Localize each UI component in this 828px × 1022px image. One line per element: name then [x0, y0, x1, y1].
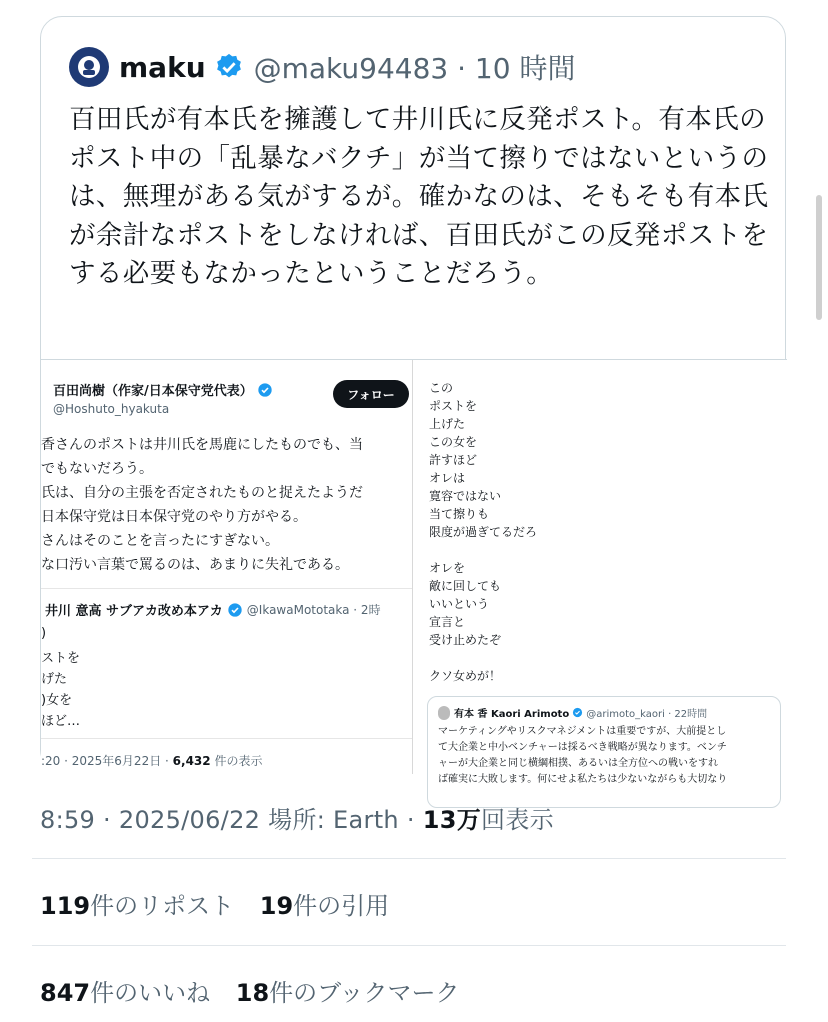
embedded-verse-line: ポストを [429, 399, 478, 413]
embedded-verse-line: 宣言と [429, 615, 466, 629]
embedded-footer [41, 752, 262, 769]
likes-link[interactable] [40, 979, 210, 1007]
embedded-reply-header [45, 600, 381, 619]
media-image-left[interactable] [41, 360, 413, 774]
embedded-reply-line: げた [41, 672, 68, 687]
views-label: 回表示 [481, 806, 554, 834]
embedded-verse-line: 上げた [429, 417, 466, 431]
reposts-count: 119 [40, 892, 91, 920]
bookmarks-count: 18 [235, 979, 270, 1007]
embedded-post-line: さんはそのことを言ったにすぎない。 [41, 533, 279, 549]
engagement-row-likes [40, 973, 477, 1008]
quoted-post-media[interactable] [41, 359, 787, 785]
embedded-card-line: て大企業と中小ベンチャーは採るべき戦略が異なります。ベンチ [438, 742, 727, 753]
avatar-figure-icon [74, 52, 104, 82]
likes-label: 件のいいね [90, 979, 211, 1007]
embedded-verse-line: この女を [429, 435, 478, 449]
embedded-verse-line: クソ女めが！ [429, 669, 502, 683]
embedded-post-line: 香さんのポストは井川氏を馬鹿にしたものでも、当 [41, 437, 363, 453]
quotes-label: 件の引用 [293, 892, 390, 920]
quotes-link[interactable] [260, 892, 389, 920]
embedded-author-name [53, 380, 273, 399]
embedded-verse-line: 許すほど [429, 453, 478, 467]
embedded-reply-name: 井川 意高 サブアカ改め本アカ [45, 604, 223, 619]
embedded-post-line: な口汚い言葉で罵るのは、あまりに失礼である。 [41, 557, 349, 573]
reposts-link[interactable] [40, 892, 234, 920]
embedded-reply-line: ほど… [41, 714, 81, 729]
views-count: 13万 [422, 806, 482, 834]
quotes-count: 19 [259, 892, 294, 920]
embedded-verse-line: 限度が過ぎてるだろ [429, 525, 538, 539]
embedded-reply-line: ) [41, 626, 47, 641]
stats-divider [32, 858, 786, 859]
embedded-card-line: マーケティングやリスクマネジメントは重要ですが、大前提とし [438, 726, 727, 737]
embedded-card-header [438, 705, 707, 720]
author-name[interactable]: maku [119, 50, 206, 84]
embedded-card-line: ャーが大企業と同じ横綱相撲、あるいは全方位への戦いをすれ [438, 758, 718, 769]
embedded-card-avatar [438, 706, 450, 720]
embedded-author-handle: @Hoshuto_hyakuta [53, 402, 170, 416]
embedded-post-line: 氏は、自分の主張を否定されたものと捉えたようだ [41, 485, 363, 501]
author-handle-time[interactable]: @maku94483 · 10 時間 [253, 52, 576, 85]
embedded-footer-time: :20 · 2025年6月22日 · [41, 754, 173, 768]
quoted-post-text: 百田氏が有本氏を擁護して井川氏に反発ポスト。有本氏のポスト中の「乱暴なバクチ」が当て擦りではないというのは、無理がある気がするが。確かなのは、そもそも有本氏が余計なポストをしなければ、百田氏がこの反発ポストをする必要もなかったということだろう。 [69, 104, 769, 289]
embedded-verse-line: オレは [429, 471, 466, 485]
embedded-divider [41, 738, 412, 739]
post-metadata [40, 800, 554, 835]
page-scrollbar[interactable] [816, 195, 822, 320]
embedded-verse-line: この [429, 381, 454, 395]
embedded-verse-line: オレを [429, 561, 466, 575]
quoted-post-card[interactable] [40, 16, 786, 785]
embedded-verse-line: いいという [429, 597, 490, 611]
embedded-post-line: 日本保守党は日本保守党のやり方がやる。 [41, 509, 307, 525]
bookmarks-link[interactable] [236, 979, 460, 1007]
verified-badge-icon [572, 707, 583, 718]
follow-button: フォロー [333, 380, 409, 408]
post-timestamp-location[interactable]: 8:59 · 2025/06/22 場所: Earth · [40, 806, 423, 834]
avatar[interactable] [69, 47, 109, 87]
embedded-author-name-text: 百田尚樹（作家/日本保守党代表） [53, 384, 253, 399]
embedded-quote-card [427, 696, 781, 808]
embedded-verse-line: 敵に回しても [429, 579, 502, 593]
embedded-post-line: でもないだろう。 [41, 461, 153, 477]
embedded-reply-handle: @IkawaMototaka · 2時 [246, 603, 381, 617]
embedded-reply-line: ストを [41, 651, 81, 666]
engagement-row-reposts [40, 886, 407, 921]
embedded-footer-suffix: 件の表示 [210, 754, 263, 768]
quoted-post-header [69, 47, 575, 87]
embedded-card-name: 有本 香 Kaori Arimoto [454, 709, 570, 720]
embedded-verse-line: 当て擦りも [429, 507, 490, 521]
embedded-verse-line: 受け止めたぞ [429, 633, 502, 647]
media-image-right[interactable] [413, 360, 787, 785]
verified-badge-icon [227, 602, 243, 618]
embedded-footer-views: 6,432 [172, 754, 211, 768]
embedded-reply-line: )女を [41, 693, 73, 708]
embedded-divider [41, 588, 412, 589]
likes-count: 847 [40, 979, 91, 1007]
embedded-card-line: ば確実に大敗します。何にせよ私たちは少ないながらも大切なり [438, 774, 728, 785]
bookmarks-label: 件のブックマーク [269, 979, 460, 1007]
verified-badge-icon [214, 52, 244, 82]
embedded-card-handle: @arimoto_kaori · 22時間 [586, 709, 708, 720]
reposts-label: 件のリポスト [90, 892, 235, 920]
verified-badge-icon [257, 382, 273, 398]
stats-divider [32, 945, 786, 946]
embedded-verse-line: 寛容ではない [429, 489, 502, 503]
